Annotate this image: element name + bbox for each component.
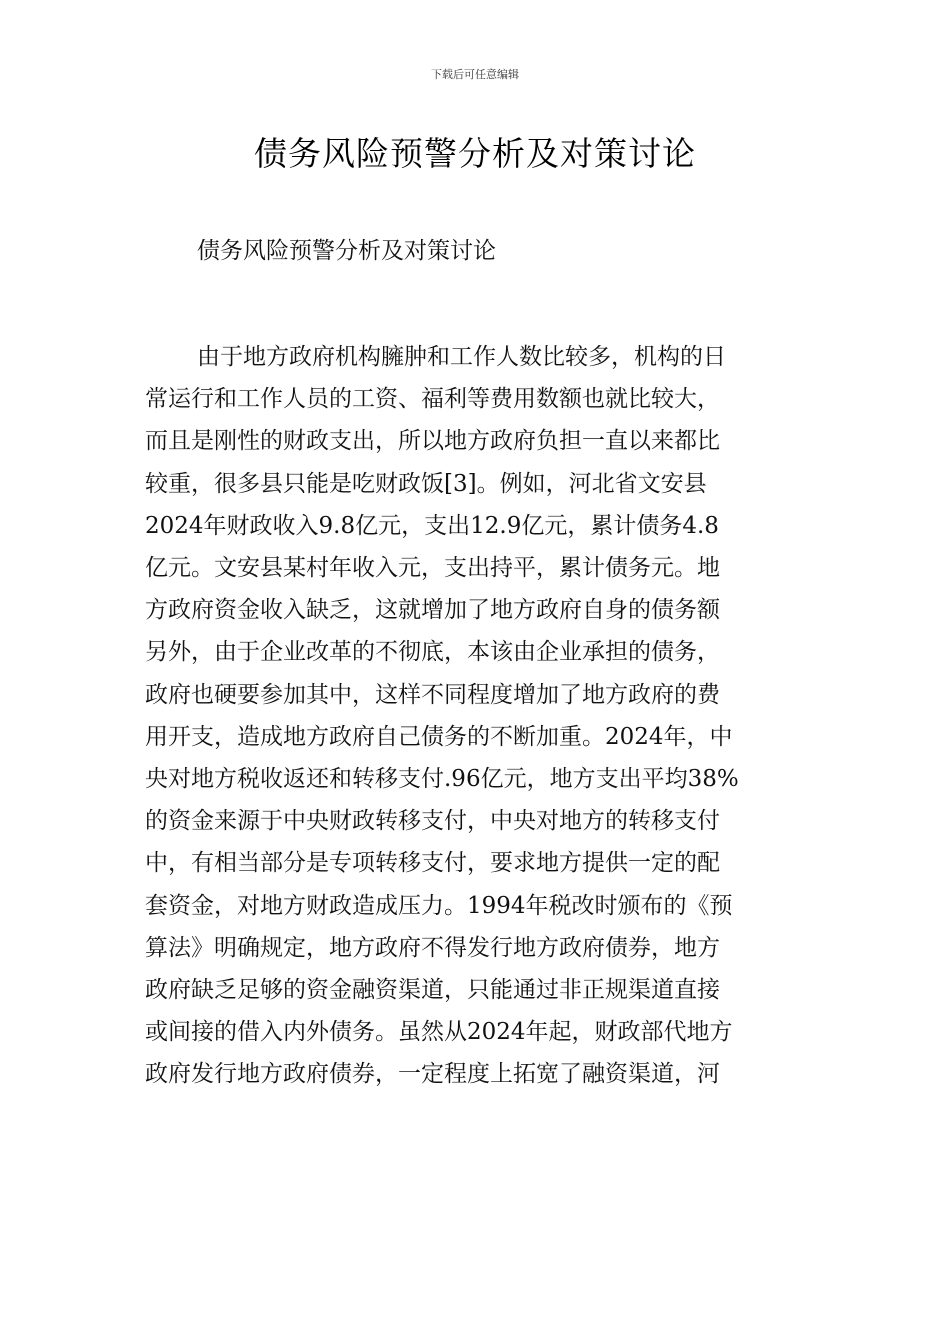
paragraph-line: 较重，很多县只能是吃财政饭[3]。例如，河北省文安县 — [145, 470, 707, 497]
paragraph-line: 算法》明确规定，地方政府不得发行地方政府债券，地方 — [145, 934, 720, 961]
document-title: 债务风险预警分析及对策讨论 — [254, 134, 696, 173]
paragraph-line: 而且是刚性的财政支出，所以地方政府负担一直以来都比 — [145, 428, 720, 455]
paragraph-line: 中，有相当部分是专项转移支付，要求地方提供一定的配 — [145, 850, 720, 877]
paragraph-line: 的资金来源于中央财政转移支付，中央对地方的转移支付 — [145, 808, 720, 835]
paragraph-line: 由于地方政府机构臃肿和工作人数比较多，机构的日 — [197, 344, 726, 370]
header-note: 下载后可任意编辑 — [431, 68, 519, 81]
paragraph-line: 政府发行地方政府债券，一定程度上拓宽了融资渠道，河 — [145, 1061, 720, 1088]
paragraph-line: 政府也硬要参加其中，这样不同程度增加了地方政府的费 — [145, 681, 720, 708]
paragraph-line: 套资金，对地方财政造成压力。1994年税改时颁布的《预 — [145, 892, 733, 919]
paragraph-line: 常运行和工作人员的工资、福利等费用数额也就比较大， — [145, 386, 720, 413]
paragraph-line: 方政府资金收入缺乏，这就增加了地方政府自身的债务额 — [145, 597, 720, 624]
paragraph-line: 2024年财政收入9.8亿元，支出12.9亿元，累计债务4.8 — [145, 512, 719, 539]
paragraph-line: 或间接的借入内外债务。虽然从2024年起，财政部代地方 — [145, 1019, 733, 1046]
paragraph-line: 政府缺乏足够的资金融资渠道，只能通过非正规渠道直接 — [145, 977, 720, 1004]
paragraph-line: 亿元。文安县某村年收入元，支出持平，累计债务元。地 — [145, 555, 720, 582]
paragraph-line: 另外，由于企业改革的不彻底，本该由企业承担的债务， — [145, 639, 720, 666]
paragraph-line: 用开支，造成地方政府自己债务的不断加重。2024年，中 — [145, 723, 733, 750]
paragraph-line: 央对地方税收返还和转移支付.96亿元，地方支出平均38% — [145, 766, 739, 793]
body-paragraph — [145, 336, 815, 1096]
document-subtitle: 债务风险预警分析及对策讨论 — [197, 238, 496, 264]
